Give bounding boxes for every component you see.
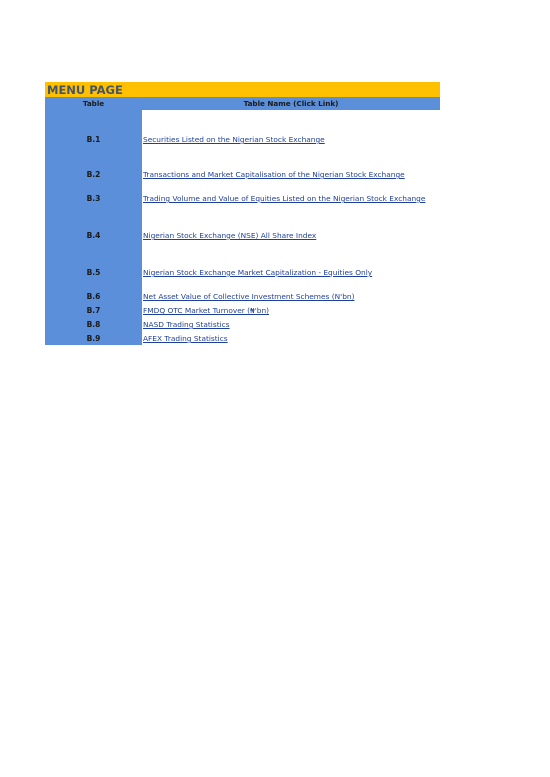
row-code-label: B.3 [86, 194, 101, 203]
table-row [45, 205, 440, 242]
row-code-b6 [45, 279, 142, 303]
menu-sheet [45, 82, 440, 345]
row-code-b1 [45, 110, 142, 146]
row-code-label: B.4 [86, 231, 101, 240]
row-code-label: B.6 [86, 292, 101, 301]
link-b1-securities-listed[interactable]: Securities Listed on the Nigerian Stock Exchange [143, 135, 325, 144]
link-b9-afex-trading-statistics[interactable]: AFEX Trading Statistics [143, 334, 228, 343]
row-code-label: B.2 [86, 170, 101, 179]
header-table-code: Table [82, 99, 105, 108]
row-code-b9 [45, 331, 142, 345]
row-code-b4 [45, 205, 142, 242]
row-code-b3 [45, 181, 142, 205]
link-b8-nasd-trading-statistics[interactable]: NASD Trading Statistics [143, 320, 230, 329]
header-table-name: Table Name (Click Link) [243, 99, 339, 108]
row-code-label: B.8 [86, 320, 101, 329]
table-row [45, 303, 440, 317]
table-row [45, 331, 440, 345]
link-b2-transactions-market-cap[interactable]: Transactions and Market Capitalisation of the Nigerian Stock Exchange [143, 170, 405, 179]
link-b3-trading-volume-value[interactable]: Trading Volume and Value of Equities Listed on the Nigerian Stock Exchange [143, 194, 426, 203]
page-title: MENU PAGE [45, 82, 440, 97]
link-b7-fmdq-otc-turnover[interactable]: FMDQ OTC Market Turnover (₦'bn) [143, 306, 270, 315]
table-row [45, 317, 440, 331]
row-code-b7 [45, 303, 142, 317]
row-code-label: B.9 [86, 334, 101, 343]
row-code-b2 [45, 146, 142, 181]
row-code-label: B.5 [86, 268, 101, 277]
table-row [45, 279, 440, 303]
link-b4-all-share-index[interactable]: Nigerian Stock Exchange (NSE) All Share Index [143, 231, 317, 240]
link-b6-net-asset-value-cis[interactable]: Net Asset Value of Collective Investment Schemes (N'bn) [143, 292, 355, 301]
row-code-label: B.7 [86, 306, 101, 315]
table-row [45, 110, 440, 146]
row-code-label: B.1 [86, 135, 101, 144]
row-code-b5 [45, 242, 142, 279]
table-row [45, 242, 440, 279]
table-row [45, 146, 440, 181]
row-code-b8 [45, 317, 142, 331]
link-b5-market-capitalization-equities[interactable]: Nigerian Stock Exchange Market Capitalization - Equities Only [143, 268, 373, 277]
table-row [45, 181, 440, 205]
table-header [45, 97, 440, 110]
